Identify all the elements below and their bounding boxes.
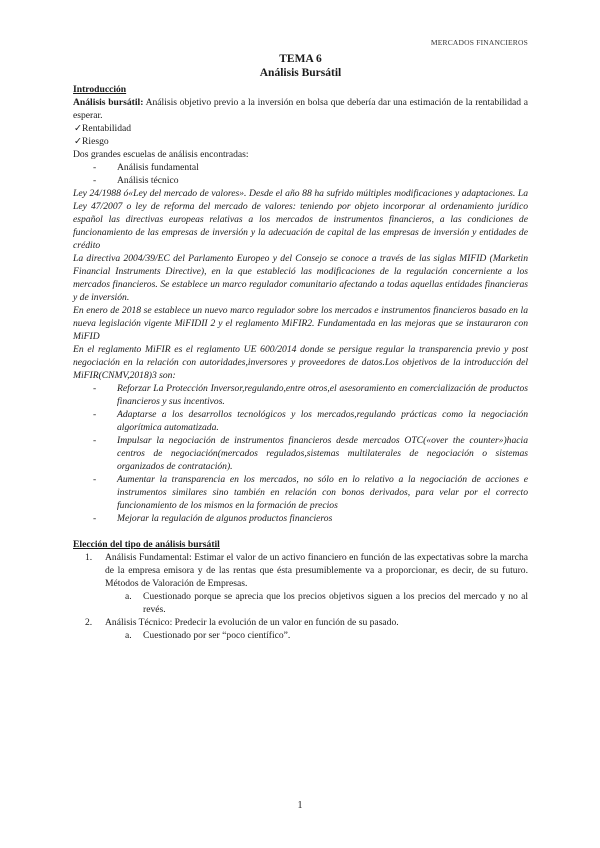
list-item: - Análisis fundamental bbox=[93, 162, 199, 173]
check-item-rentabilidad: ✓Rentabilidad bbox=[74, 123, 132, 134]
numbered-item-fundamental: 1. Análisis Fundamental: Estimar el valor de un activo financiero en función de las expectativas sobre la marcha de la empresa emisora y de las rentas que ésta presumiblemente va a proporcionar, es decir, de su futuro. Métodos de Valoración de Empresas. bbox=[85, 552, 528, 589]
paragraph-ley: Ley 24/1988 ó«Ley del mercado de valores». Desde el año 88 ha sufrido múltiples modificaciones y adaptaciones. La Ley 47/2007 o ley de reforma del mercado de valores: teniendo por objeto incorporar al ordenamiento jurídico español las directivas europeas relativas a los mercados de instrumentos financieros, a las condiciones de funcionamiento de las empresas de inversión y la adecuación de capital de las empresas de inversión y entidades de crédito bbox=[73, 188, 528, 251]
list-item: - Aumentar la transparencia en los mercados, no sólo en lo relativo a la negociación de acciones e instrumentos similares sino también en relación con bonos derivados, para velar por el correcto funcionamiento de los mismos en la formación de precios bbox=[93, 474, 528, 511]
definition-paragraph bbox=[73, 96, 528, 122]
paragraph-2018: En enero de 2018 se establece un nuevo marco regulador sobre los mercados e instrumentos financieros basado en la nueva legislación vigente MiFIDII 2 y el reglamento MiFIR2. Fundamentada en las mejoras que se instauraron con MiFID bbox=[73, 305, 528, 342]
list-item: - Impulsar la negociación de instrumentos financieros desde mercados OTC(«over the counter»)hacia centros de negociación(mercados regulados,sistemas multilaterales de negociación o sistemas organizados de contratación). bbox=[93, 435, 528, 472]
section-heading-introduccion: Introducción bbox=[73, 84, 127, 95]
sub-item: a. Cuestionado por ser “poco científico”. bbox=[125, 630, 291, 641]
chapter-title: TEMA 6 bbox=[279, 53, 322, 65]
running-head: MERCADOS FINANCIEROS bbox=[430, 38, 528, 47]
numbered-item-tecnico: 2. Análisis Técnico: Predecir la evolución de un valor en función de su pasado. bbox=[85, 617, 399, 628]
schools-intro: Dos grandes escuelas de análisis encontradas: bbox=[73, 149, 249, 160]
paragraph-mifir: En el reglamento MiFIR es el reglamento UE 600/2014 donde se persigue regular la transparencia previo y post negociación en la relación con autoridades,inversores y proveedores de datos.Los objetivos de la introducción del MiFIR(CNMV,2018)3 son: bbox=[73, 344, 528, 381]
definition-text: Análisis objetivo previo a la inversión en bolsa que debería dar una estimación de la rentabilidad a esperar. bbox=[73, 97, 528, 121]
list-item: - Adaptarse a los desarrollos tecnológicos y los mercados,regulando prácticas como la negociación algorítmica automatizada. bbox=[93, 409, 528, 433]
page-content bbox=[73, 52, 528, 642]
list-item: - Análisis técnico bbox=[93, 175, 179, 186]
section-heading-eleccion: Elección del tipo de análisis bursátil bbox=[73, 539, 220, 550]
check-item-riesgo: ✓Riesgo bbox=[74, 136, 109, 147]
definition-label: Análisis bursátil: bbox=[73, 97, 144, 108]
sub-item: a. Cuestionado porque se aprecia que los precios objetivos siguen a los precios del mercado y no al revés. bbox=[125, 591, 528, 615]
chapter-subtitle: Análisis Bursátil bbox=[259, 67, 342, 79]
list-item: - Mejorar la regulación de algunos productos financieros bbox=[93, 513, 333, 524]
list-item: - Reforzar La Protección Inversor,regulando,entre otros,el asesoramiento en comercialización de productos financieros y sus incentivos. bbox=[93, 383, 528, 407]
page-number: 1 bbox=[297, 800, 303, 811]
paragraph-directiva: La directiva 2004/39/EC del Parlamento Europeo y del Consejo se conoce a través de las siglas MIFID (Marketin Financial Instruments Directive), en la que estableció las modificaciones de la regulación concerniente a los mercados financieros. Se establece un marco regulador comunitario afectando a todas aquellas entidades financieras y de inversión. bbox=[73, 253, 528, 303]
